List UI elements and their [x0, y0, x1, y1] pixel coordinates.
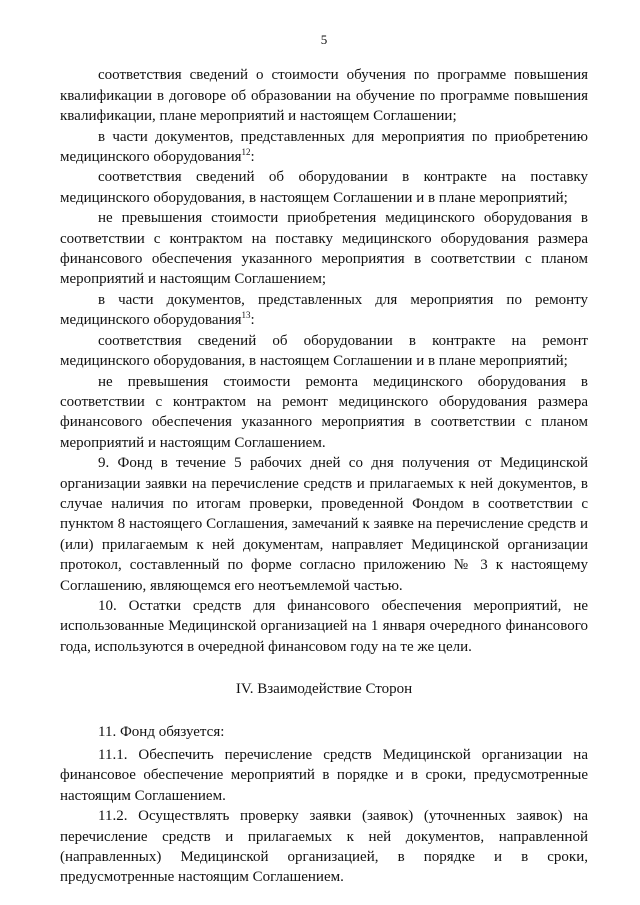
paragraph: соответствия сведений о стоимости обучения по программе повышения квалификации в договоре об образовании на обучение по программе повышения квалификации, плане мероприятий и настоящем Соглашении; — [60, 67, 588, 125]
paragraph: 11. Фонд обязуется: — [98, 723, 225, 740]
paragraph: в части документов, представленных для мероприятия по ремонту медицинского оборудования$^{13}$: — [60, 291, 588, 329]
paragraph: не превышения стоимости ремонта медицинского оборудования в соответствии с контрактом на ремонт медицинского оборудования размера финансового обеспечения указанного мероприятия в соответствии с планом мероприятий и настоящим Соглашением. — [60, 373, 588, 451]
document-page — [60, 30, 588, 888]
paragraph: соответствия сведений об оборудовании в контракте на поставку медицинского оборудования, в настоящем Соглашении и в плане мероприятий; — [60, 169, 588, 206]
paragraph: 10. Остатки средств для финансового обеспечения мероприятий, не использованные Медицинской организацией на 1 января очередного финансового года, используются в очередной финансовом году на те же цели. — [60, 597, 588, 655]
paragraph: 11.2. Осуществлять проверку заявки (заявок) (уточненных заявок) на перечисление средств и прилагаемых к ней документов, направленной (направленных) Медицинской организацией, в порядке и в сроки, предусмотренные настоящим Соглашением. — [60, 808, 588, 886]
paragraphs-after — [60, 722, 588, 888]
paragraph: не превышения стоимости приобретения медицинского оборудования в соответствии с контрактом на поставку медицинского оборудования размера финансового обеспечения указанного мероприятия в соответствии с планом мероприятий и настоящим Соглашением; — [60, 210, 588, 288]
paragraph: в части документов, представленных для мероприятия по приобретению медицинского оборудования$^{12}$: — [60, 128, 588, 166]
footnote-ref: 12 — [241, 147, 251, 158]
section-heading: IV. Взаимодействие Сторон — [235, 681, 413, 698]
paragraphs-before — [60, 65, 588, 657]
paragraph: соответствия сведений об оборудовании в контракте на ремонт медицинского оборудования, в настоящем Соглашении и в плане мероприятий; — [60, 332, 588, 370]
paragraph: 9. Фонд в течение 5 рабочих дней со дня получения от Медицинской организации заявки на перечисление средств и прилагаемых к ней документов, в случае наличия по итогам проверки, проведенной Фондом в соответствии с пунктом 8 настоящего Соглашения, замечаний к заявке на перечисление средств и (или) прилагаемым к ней документам, направляет Медицинской организации протокол, составленный по форме согласно приложению № 3 к настоящему Соглашению, являющемся его неотъемлемой частью. — [60, 455, 588, 594]
paragraph: 11.1. Обеспечить перечисление средств Медицинской организации на финансовое обеспечение мероприятий в порядке и в сроки, предусмотренные настоящим Соглашением. — [60, 747, 588, 804]
footnote-ref: 13 — [241, 310, 251, 321]
page-number: 5 — [320, 32, 328, 47]
